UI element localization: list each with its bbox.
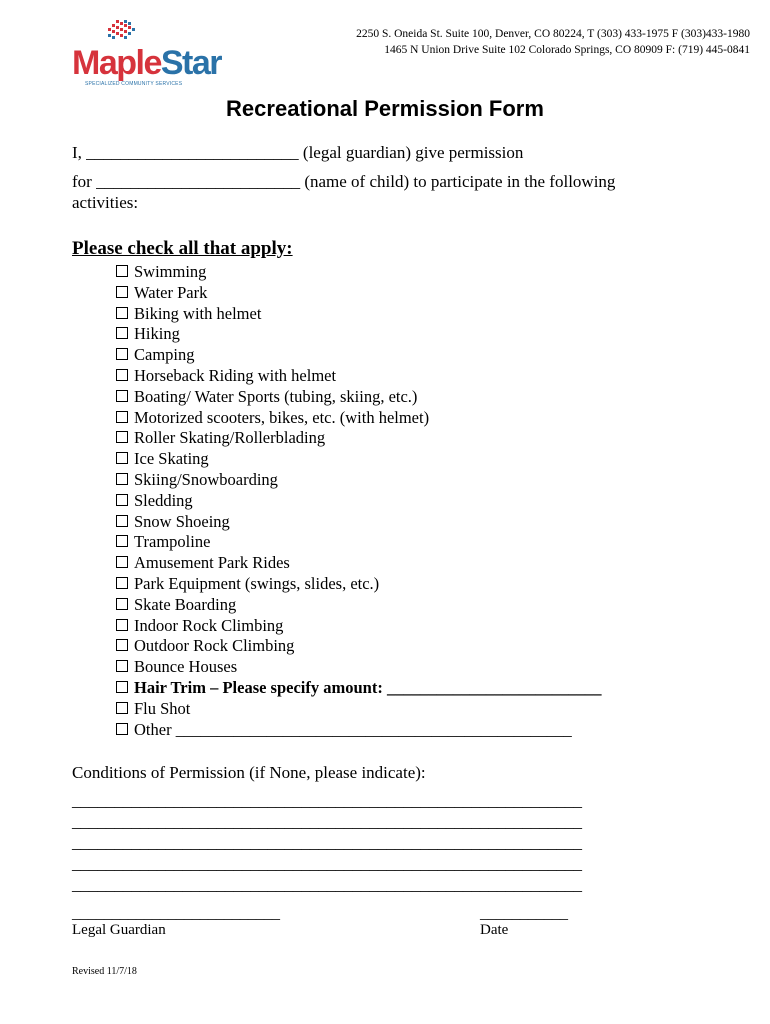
checkbox-icon[interactable] — [116, 535, 128, 547]
form-title: Recreational Permission Form — [226, 96, 544, 121]
checkbox-icon[interactable] — [116, 473, 128, 485]
checkbox-icon[interactable] — [116, 702, 128, 714]
activity-item[interactable] — [116, 324, 601, 345]
conditions-lines[interactable] — [72, 790, 582, 895]
activity-label: Snow Shoeing — [134, 511, 230, 531]
condition-line[interactable]: ____________________________________________________________ — [72, 812, 582, 831]
activity-item[interactable] — [116, 387, 601, 408]
activity-item[interactable] — [116, 616, 601, 637]
revised-date: Revised 11/7/18 — [72, 966, 137, 977]
checkbox-icon[interactable] — [116, 411, 128, 423]
condition-line[interactable]: ____________________________________________________________ — [72, 854, 582, 873]
activity-label: Motorized scooters, bikes, etc. (with helmet) — [134, 407, 430, 427]
activity-item[interactable] — [116, 345, 601, 366]
checkbox-icon[interactable] — [116, 265, 128, 277]
intro-line-guardian: I, _________________________ (legal guardian) give permission — [72, 143, 524, 162]
address-block — [356, 26, 750, 58]
checkbox-icon[interactable] — [116, 390, 128, 402]
checkbox-icon[interactable] — [116, 639, 128, 651]
checkbox-icon[interactable] — [116, 327, 128, 339]
activity-label: Other ________________________________________________ — [134, 719, 572, 739]
date-line[interactable]: ___________ — [480, 905, 568, 922]
activity-item[interactable] — [116, 491, 601, 512]
activity-label: Indoor Rock Climbing — [134, 615, 284, 635]
activity-item[interactable] — [116, 532, 601, 553]
checkbox-icon[interactable] — [116, 619, 128, 631]
checkbox-icon[interactable] — [116, 598, 128, 610]
activity-item-hair-trim[interactable] — [116, 678, 601, 699]
activity-item[interactable] — [116, 553, 601, 574]
checkbox-icon[interactable] — [116, 452, 128, 464]
intro-line-activities: activities: — [72, 193, 139, 212]
activity-item[interactable] — [116, 512, 601, 533]
checkbox-icon[interactable] — [116, 307, 128, 319]
activity-label: Ice Skating — [134, 449, 209, 469]
activity-label: Biking with helmet — [134, 303, 262, 323]
logo-tagline: SPECIALIZED COMMUNITY SERVICES — [85, 81, 183, 87]
activity-label: Boating/ Water Sports (tubing, skiing, etc.) — [134, 386, 418, 406]
checkbox-icon[interactable] — [116, 369, 128, 381]
checkbox-icon[interactable] — [116, 515, 128, 527]
activity-item[interactable] — [116, 470, 601, 491]
address-line-denver: 2250 S. Oneida St. Suite 100, Denver, CO 80224, T (303) 433-1975 F (303)433-1980 — [356, 28, 750, 40]
activity-label: Park Equipment (swings, slides, etc.) — [134, 573, 380, 593]
checkbox-icon[interactable] — [116, 681, 128, 693]
checkbox-icon[interactable] — [116, 556, 128, 568]
activity-item[interactable] — [116, 657, 601, 678]
activity-item[interactable] — [116, 262, 601, 283]
activity-label: Sledding — [134, 490, 193, 510]
activity-label: Hair Trim – Please specify amount: __________________________ — [134, 677, 602, 697]
activity-label: Skate Boarding — [134, 594, 237, 614]
intro-line-child: for ________________________ (name of child) to participate in the following — [72, 172, 616, 191]
date-label: Date — [480, 922, 509, 938]
activity-label: Swimming — [134, 262, 207, 281]
activity-item[interactable] — [116, 574, 601, 595]
logo-word-maple: Maple — [72, 44, 161, 82]
condition-line[interactable]: ____________________________________________________________ — [72, 833, 582, 852]
checkbox-icon[interactable] — [116, 348, 128, 360]
activity-item[interactable] — [116, 595, 601, 616]
activity-label: Trampoline — [134, 532, 211, 552]
condition-line[interactable]: ____________________________________________________________ — [72, 791, 582, 810]
checkbox-icon[interactable] — [116, 286, 128, 298]
activity-label: Water Park — [134, 282, 208, 302]
activity-label: Skiing/Snowboarding — [134, 469, 278, 489]
checkbox-icon[interactable] — [116, 723, 128, 735]
activity-item[interactable] — [116, 283, 601, 304]
activity-label: Camping — [134, 345, 195, 365]
activity-label: Flu Shot — [134, 698, 191, 718]
activity-item[interactable] — [116, 449, 601, 470]
activity-item[interactable] — [116, 636, 601, 657]
checkbox-icon[interactable] — [116, 660, 128, 672]
activity-label: Outdoor Rock Climbing — [134, 636, 295, 656]
logo-wordmark — [72, 46, 221, 80]
condition-line[interactable]: ____________________________________________________________ — [72, 875, 582, 894]
address-line-colorado-springs: 1465 N Union Drive Suite 102 Colorado Springs, CO 80909 F: (719) 445-0841 — [384, 44, 750, 56]
activity-item[interactable] — [116, 408, 601, 429]
activity-item-other[interactable] — [116, 720, 601, 741]
activity-label: Amusement Park Rides — [134, 553, 290, 573]
guardian-signature-line[interactable]: __________________________ — [72, 905, 280, 922]
activity-item[interactable] — [116, 366, 601, 387]
guardian-signature-label: Legal Guardian — [72, 922, 166, 938]
logo-word-star: Star — [160, 44, 221, 82]
activity-label: Hiking — [134, 324, 180, 344]
activity-label: Bounce Houses — [134, 657, 238, 677]
activity-item[interactable] — [116, 428, 601, 449]
activities-list — [116, 262, 601, 740]
activity-item[interactable] — [116, 304, 601, 325]
maplestar-logo — [70, 18, 221, 90]
activity-label: Horseback Riding with helmet — [134, 365, 337, 385]
activity-label: Roller Skating/Rollerblading — [134, 428, 326, 448]
checkbox-icon[interactable] — [116, 577, 128, 589]
check-all-heading: Please check all that apply: — [72, 238, 293, 259]
checkbox-icon[interactable] — [116, 494, 128, 506]
conditions-label: Conditions of Permission (if None, please indicate): — [72, 763, 426, 782]
activity-item[interactable] — [116, 699, 601, 720]
checkbox-icon[interactable] — [116, 431, 128, 443]
